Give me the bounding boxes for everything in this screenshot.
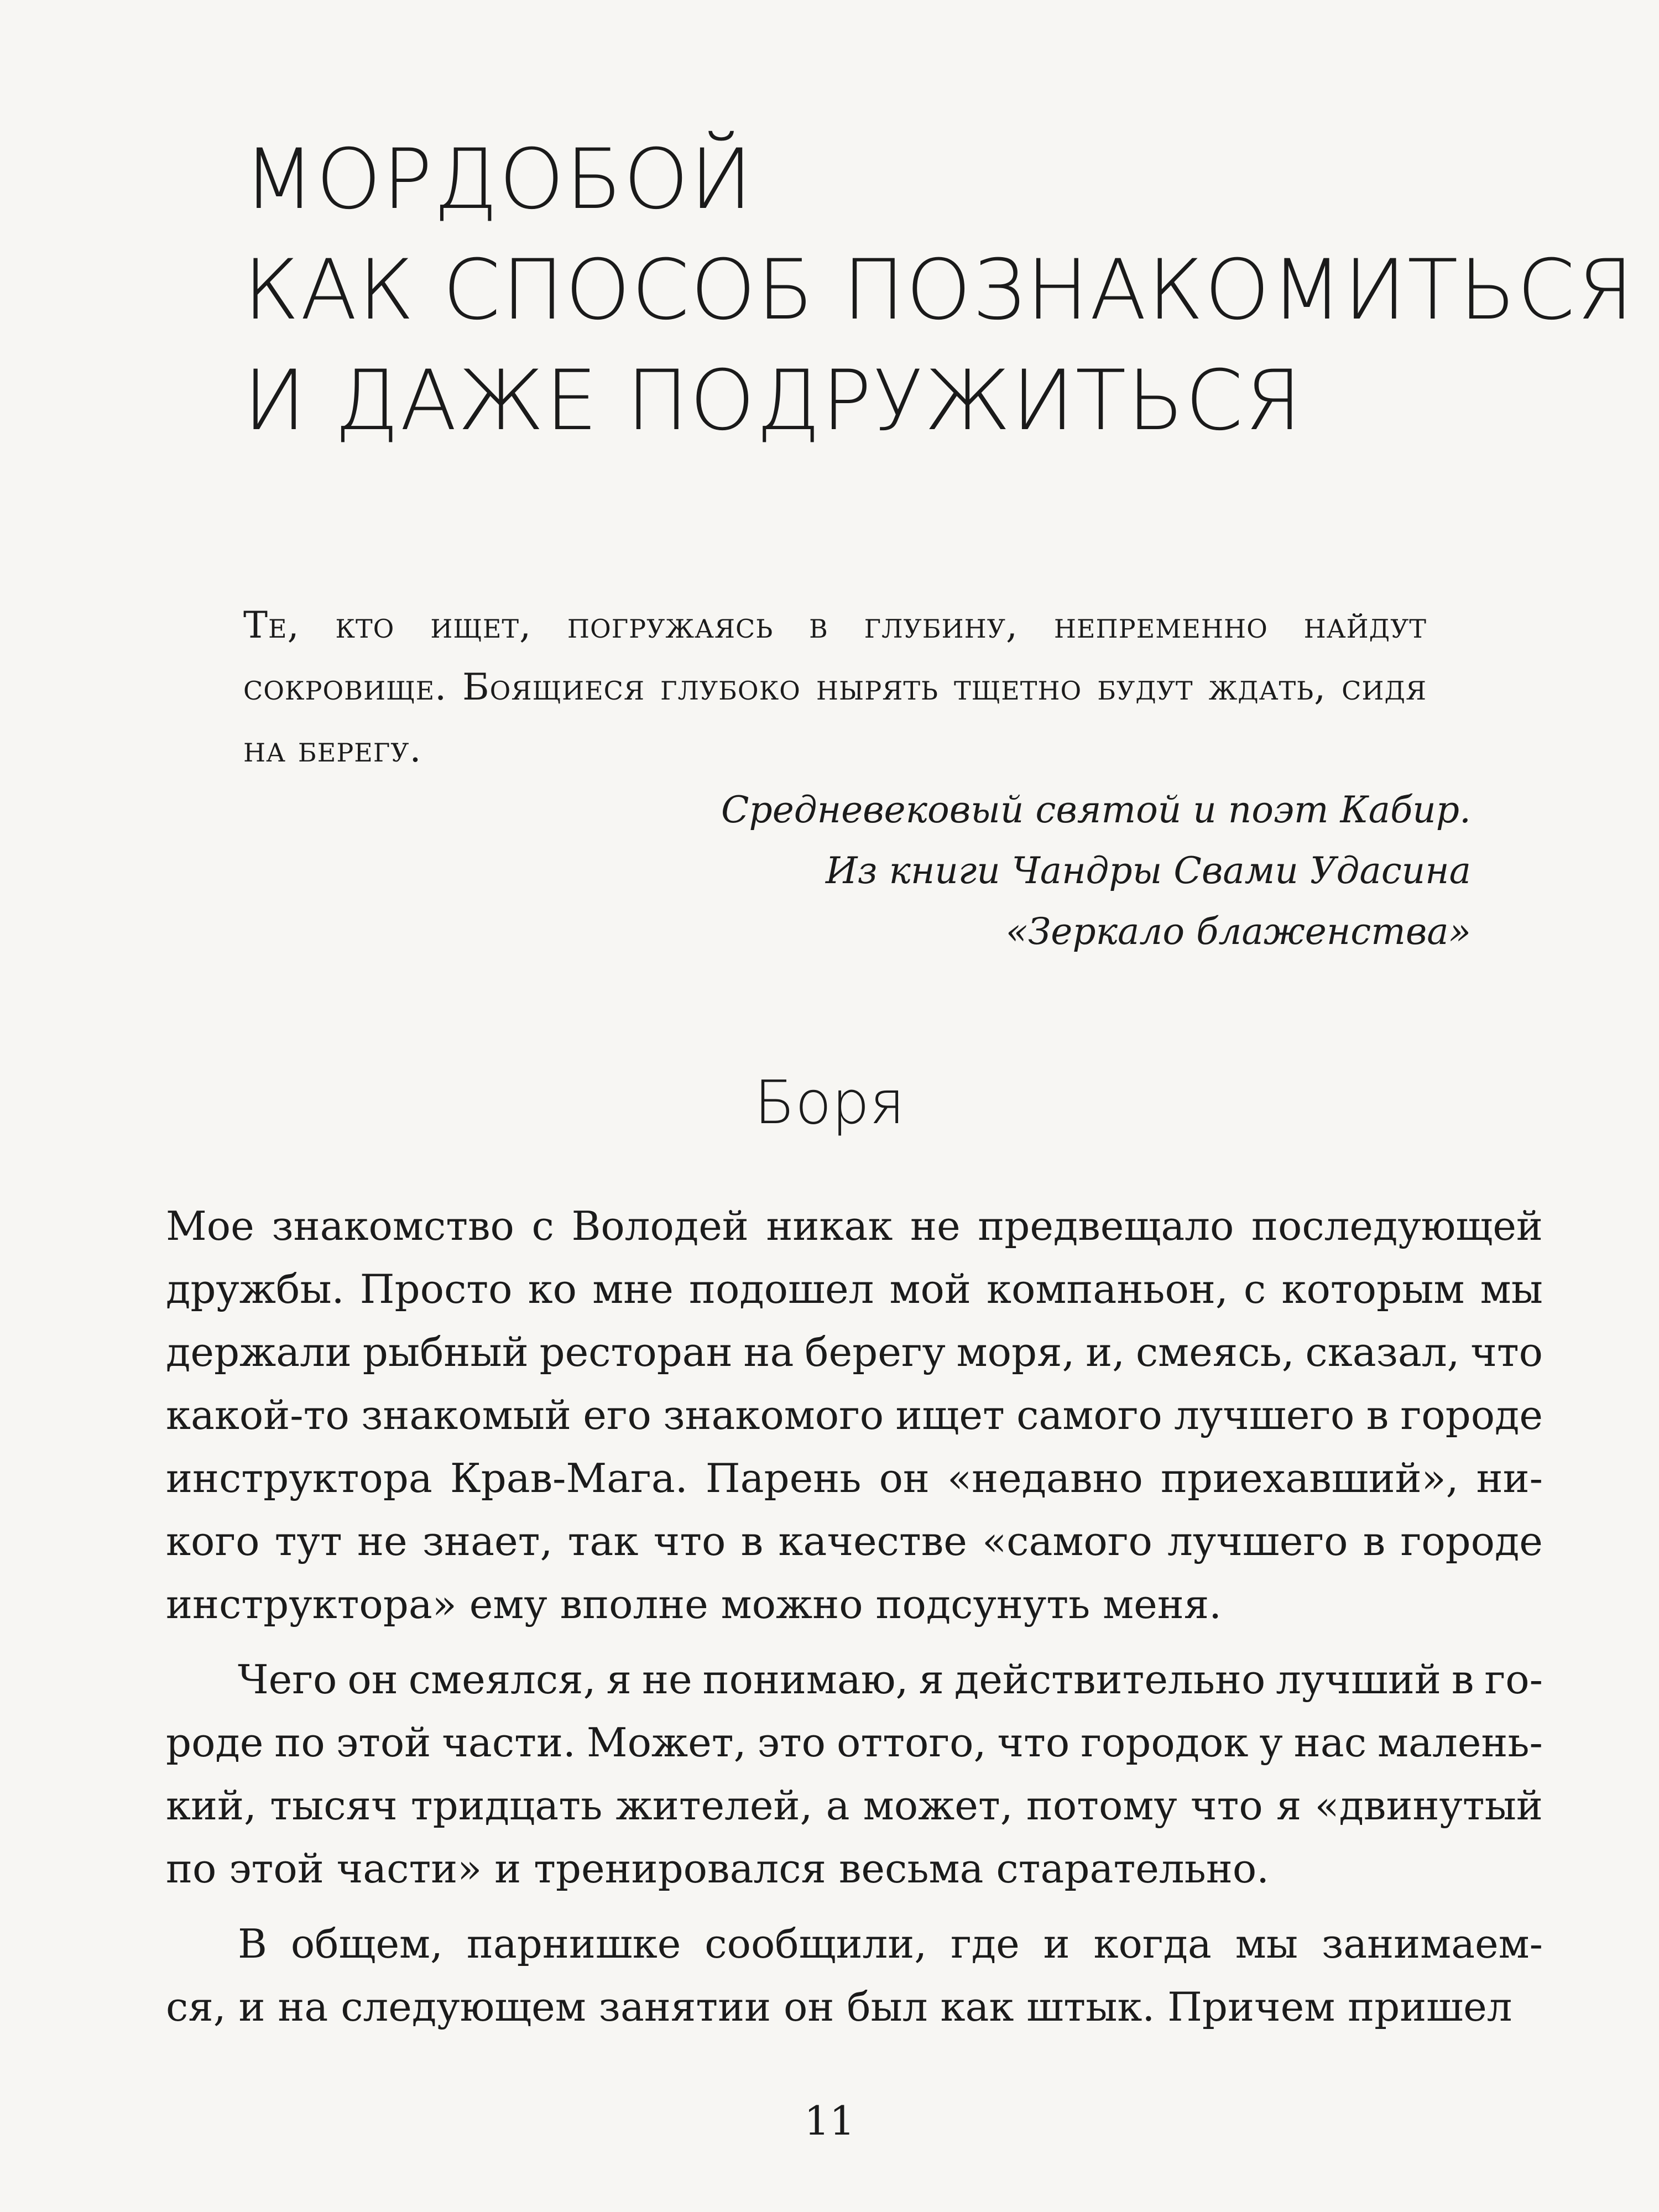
paragraph-gap [166, 1900, 1543, 1912]
body-line: В общем, парнишке сообщили, где и когда мы занимаем- [238, 1921, 1543, 1967]
body-line: дружбы. Просто ко мне подошел мой компаньон, с которым мы [166, 1266, 1543, 1312]
section-title: Боря [754, 1068, 905, 1138]
body-line: по этой части» и тренировался весьма старательно. [166, 1845, 1270, 1892]
body-line: инструктора Крав-Мага. Парень он «недавно приехавший», ни- [166, 1455, 1543, 1501]
body-line: кий, тысяч тридцать жителей, а может, потому что я «двинутый [166, 1782, 1543, 1829]
body-line: инструктора» ему вполне можно подсунуть меня. [166, 1581, 1222, 1627]
attribution-line: Из книги Чандры Свами Удасина [825, 849, 1471, 892]
chapter-title-line: КАК СПОСОБ ПОЗНАКОМИТЬСЯ [243, 242, 1635, 338]
paragraph-gap [166, 1636, 1543, 1648]
chapter-title [243, 124, 1635, 456]
chapter-title-line: МОРДОБОЙ [243, 132, 754, 228]
body-line: какой-то знакомый его знакомого ищет самого лучшего в городе [166, 1392, 1543, 1438]
body-line: Чего он смеялся, я не понимаю, я действительно лучший в го- [238, 1656, 1543, 1703]
epigraph-attribution [254, 780, 1471, 962]
body-line: роде по этой части. Может, это оттого, что городок у нас малень- [166, 1719, 1543, 1766]
body-line: ся, и на следующем занятии он был как штык. Причем пришел [166, 1984, 1512, 2030]
body-line: кого тут не знает, так что в качестве «самого лучшего в городе [166, 1518, 1543, 1564]
epigraph-text: Те, кто ищет, погружаясь в глубину, непременно найдут сокровище. Боящиеся глубоко нырять тщетно будут ждать, сидя на берегу. [243, 604, 1427, 770]
body-line: Мое знакомство с Володей никак не предвещало последующей [166, 1203, 1543, 1249]
attribution-line: Средневековый святой и поэт Кабир. [721, 789, 1471, 831]
attribution-line: «Зеркало блаженства» [1005, 910, 1471, 953]
page-number: 11 [804, 2098, 855, 2144]
body-line: держали рыбный ресторан на берегу моря, и, смеясь, сказал, что [166, 1329, 1543, 1375]
chapter-title-line: И ДАЖЕ ПОДРУЖИТЬСЯ [243, 353, 1303, 449]
body-text [166, 1194, 1543, 2038]
